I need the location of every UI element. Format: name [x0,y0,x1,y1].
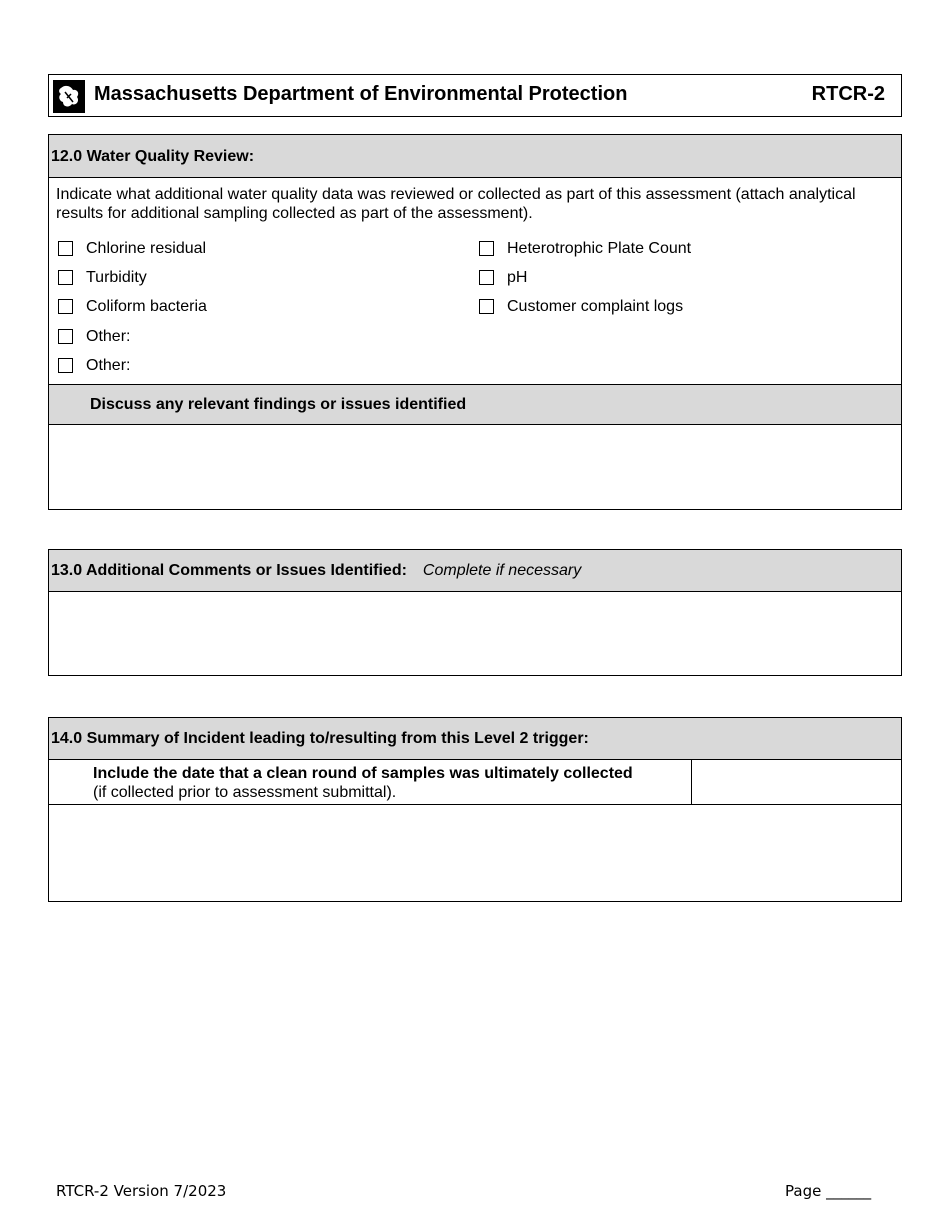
section-13-header [49,550,901,592]
section-12-header [49,135,901,178]
checkbox-box[interactable] [479,299,494,314]
checkbox-label: Customer complaint logs [507,298,684,315]
form-header [48,74,902,117]
findings-text-area[interactable] [49,425,901,509]
clean-sample-date-field[interactable] [691,759,901,804]
massdep-seal-icon [53,80,85,113]
section-12-heading: 12.0 Water Quality Review: [51,148,255,165]
form-id: RTCR-2 [811,83,885,105]
checkbox-label: Turbidity [86,269,147,286]
section-14-incident-summary [48,717,902,902]
checkbox-label: Chlorine residual [86,240,207,257]
checkbox-box[interactable] [58,270,73,285]
checkbox-label: pH [507,269,528,286]
findings-heading: Discuss any relevant findings or issues identified [90,396,467,413]
clean-sample-date-label-bold: Include the date that a clean round of samples was ultimately collected [93,765,633,782]
footer-page-number: Page ______ [785,1182,872,1200]
checkbox-box[interactable] [58,241,73,256]
section-13-note: Complete if necessary [422,562,582,579]
incident-summary-text-area[interactable] [49,805,901,901]
checkbox-label: Heterotrophic Plate Count [507,240,692,257]
checkbox-box[interactable] [58,299,73,314]
checkbox-label: Other: [86,357,131,374]
section-12-water-quality-review [48,134,902,510]
checkbox-label: Other: [86,328,131,345]
section-13-heading-text: 13.0 Additional Comments or Issues Identified: [51,562,407,579]
footer-version: RTCR-2 Version 7/2023 [56,1182,227,1200]
agency-title: Massachusetts Department of Environmental Protection [94,83,628,105]
checkbox-box[interactable] [58,329,73,344]
checkbox-box[interactable] [479,241,494,256]
section-14-header [49,718,901,760]
comments-text-area[interactable] [49,592,901,675]
clean-sample-date-label-note: (if collected prior to assessment submittal). [93,784,397,801]
findings-header [49,384,901,425]
clean-sample-date-row [49,759,901,805]
section-13-additional-comments [48,549,902,676]
section-12-instructions: Indicate what additional water quality data was reviewed or collected as part of this assessment (attach analytical results for additional sampling collected as part of the assessment). [56,186,856,222]
clean-sample-date-label [93,764,633,802]
checkbox-label: Coliform bacteria [86,298,207,315]
section-13-heading [51,562,581,580]
checkbox-box[interactable] [479,270,494,285]
checkbox-box[interactable] [58,358,73,373]
section-14-heading: 14.0 Summary of Incident leading to/resulting from this Level 2 trigger: [51,730,589,747]
